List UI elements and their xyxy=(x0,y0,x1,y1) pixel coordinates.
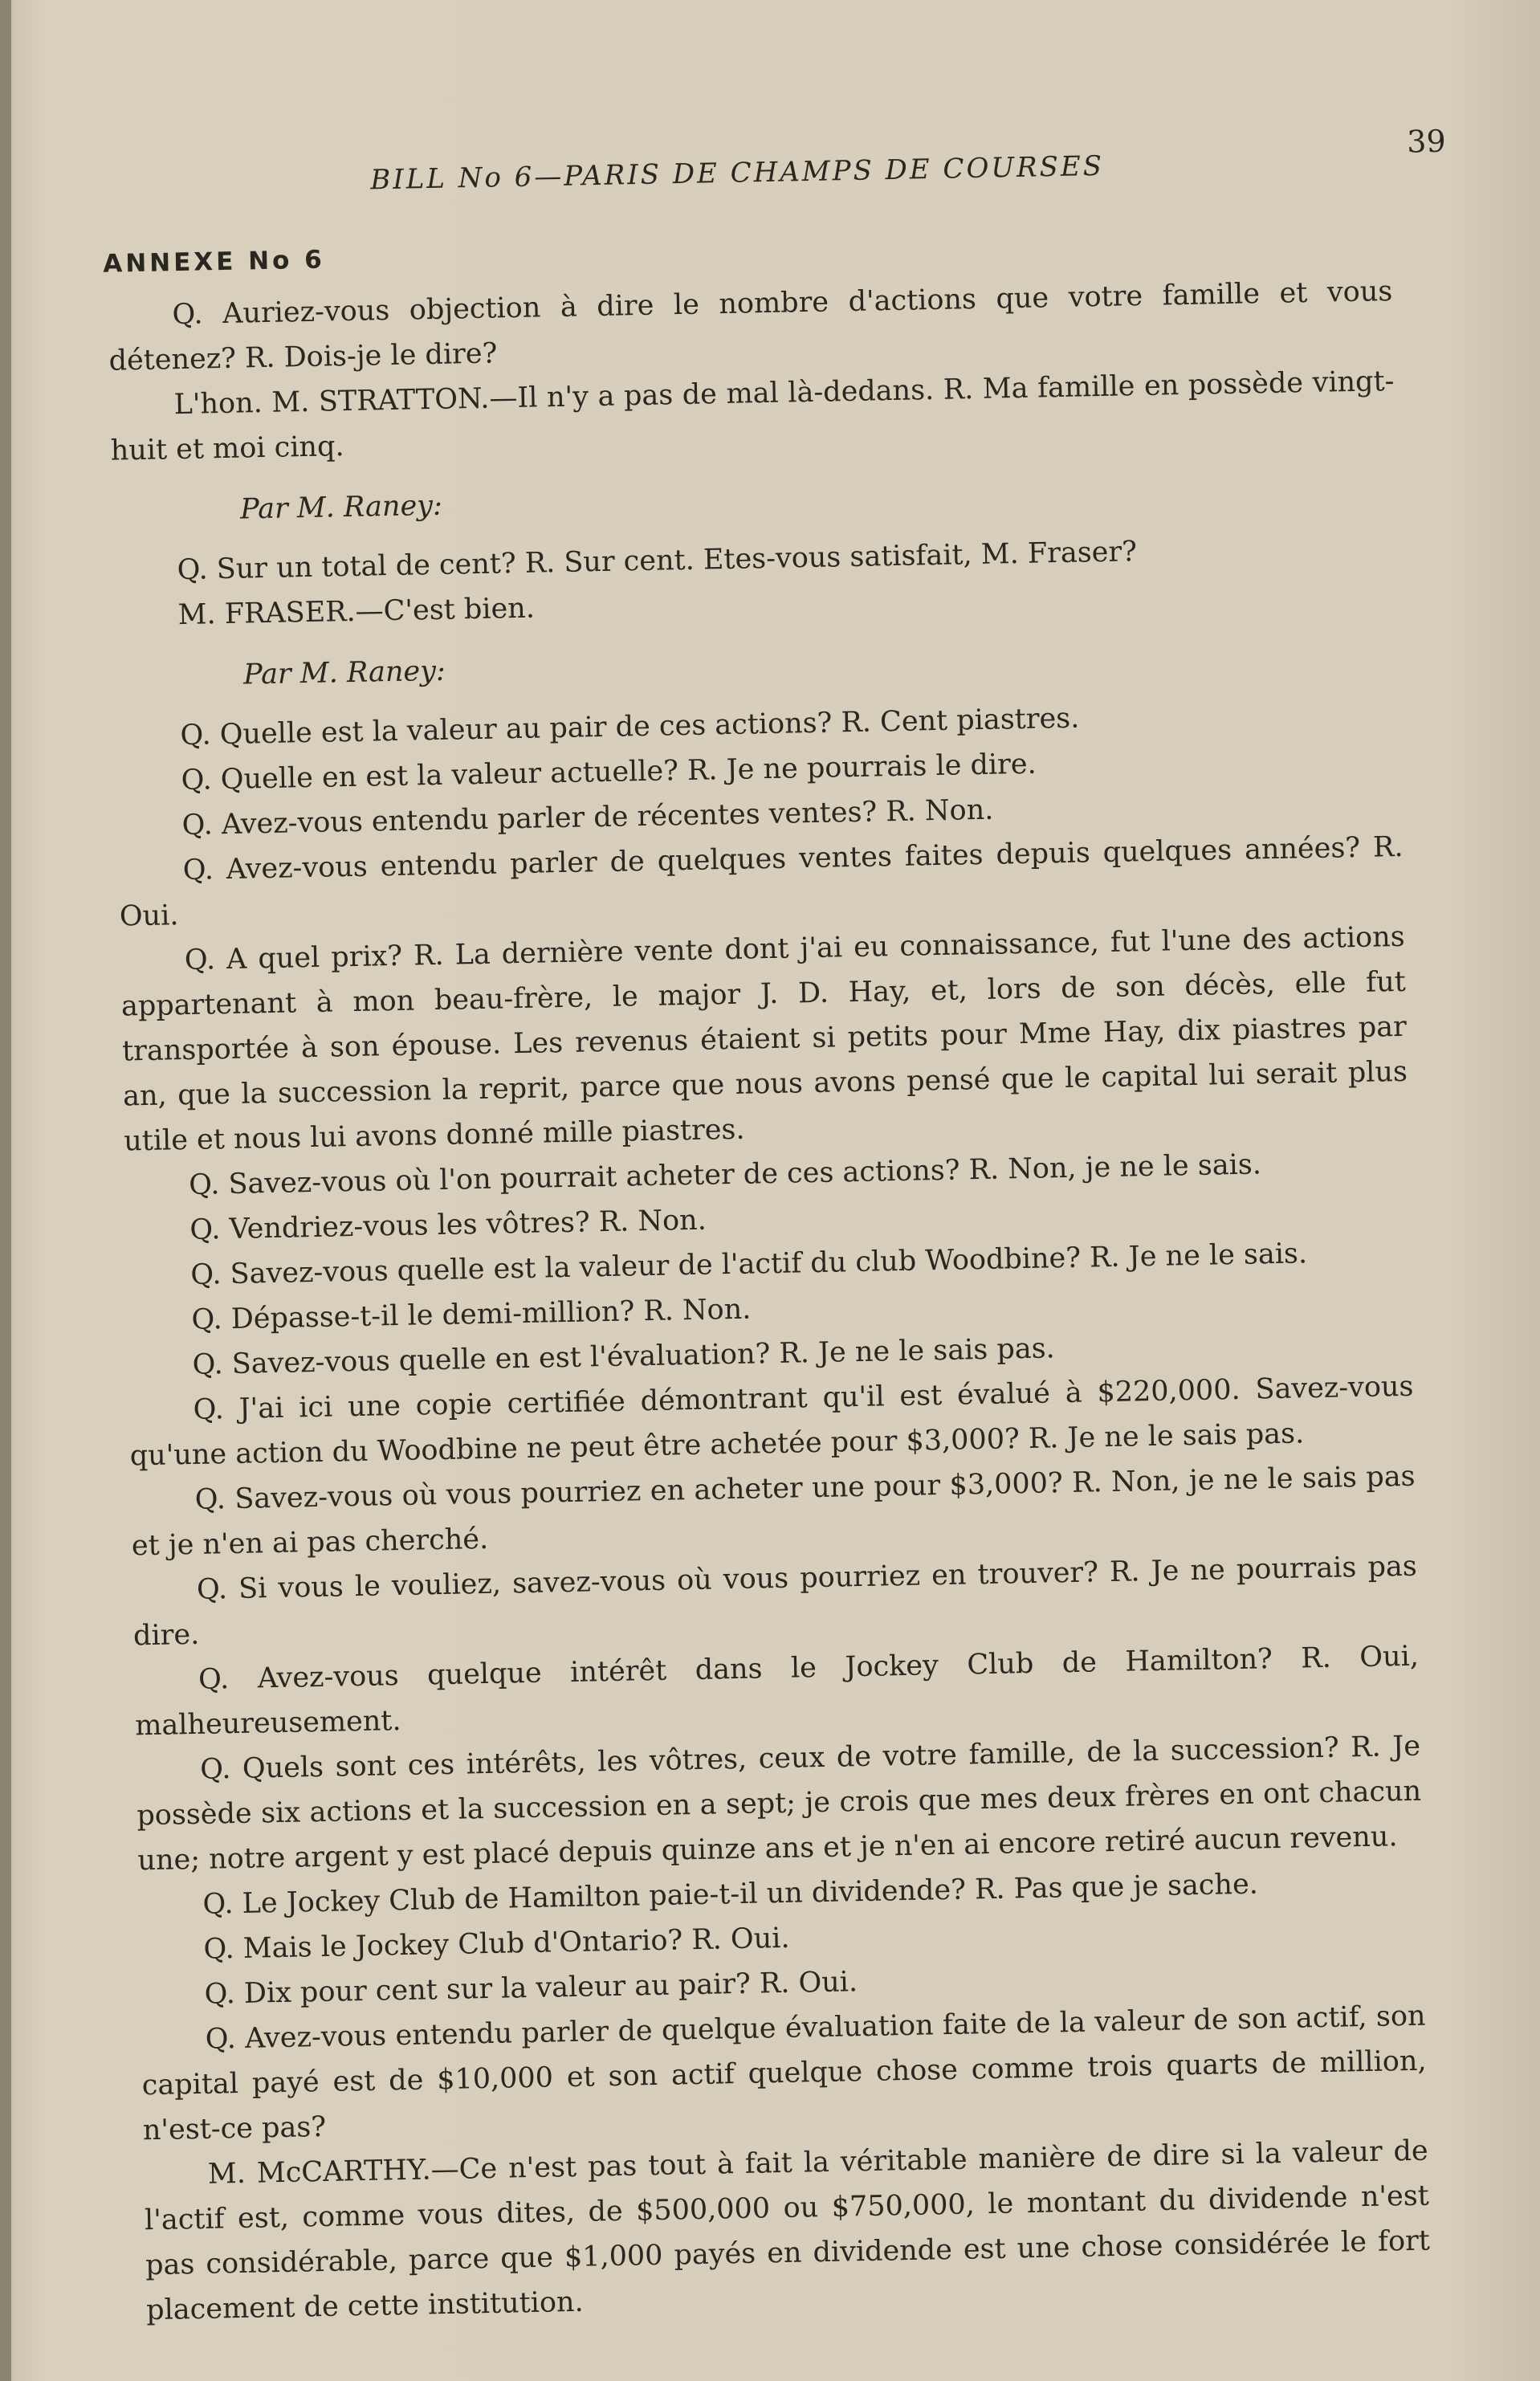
paragraph: Q. Savez-vous où l'on pourrait acheter de ces actions? R. Non, je ne le sais. xyxy=(188,1148,1262,1201)
paragraph: Q. A quel prix? R. La dernière vente dont j'ai eu connaissance, fut l'une des actions appartenant à mon beau-frère, le major J. D. Hay, et, lors de son décès, elle fut transportée à son épouse. Les revenus étaient si petits pour Mme Hay, dix piastres par an, que la succession la reprit, parce que nous avons pensé que le capital lui serait plus utile et nous lui avons donné mille piastres. xyxy=(120,920,1408,1158)
paragraph: M. McCARTHY.—Ce n'est pas tout à fait la véritable manière de dire si la valeur de l'actif est, comme vous dites, de $500,000 ou $750,000, le montant du dividende n'est pas considérable, parce que $1,000 payés en dividende est une chose considérée le fort placement de cette institution. xyxy=(144,2134,1431,2327)
paragraph: Q. Le Jockey Club de Hamilton paie-t-il un dividende? R. Pas que je sache. xyxy=(202,1868,1259,1921)
paragraph: Q. Avez-vous quelque intérêt dans le Jockey Club de Hamilton? R. Oui, malheureusement. xyxy=(134,1640,1420,1743)
paragraph: Q. Quels sont ces intérêts, les vôtres, ceux de votre famille, de la succession? R. Je possède six actions et la succession en a sept; je crois que mes deux frères en ont chacun une; notre argent y est placé depuis quinze ans et je n'en ai encore retiré aucun revenu. xyxy=(136,1730,1422,1877)
paragraph: Q. Auriez-vous objection à dire le nombre d'actions que votre famille et vous détenez? R. Dois-je le dire? xyxy=(108,275,1393,377)
paragraph: Q. Dix pour cent sur la valeur au pair? R. Oui. xyxy=(204,1966,858,2011)
speaker-heading: Par M. Raney: xyxy=(242,654,446,691)
paragraph: Q. Avez-vous entendu parler de récentes ventes? R. Non. xyxy=(181,793,994,842)
running-head: BILL No 6—PARIS DE CHAMPS DE COURSES xyxy=(369,149,1105,197)
paragraph: Q. Savez-vous où vous pourriez en acheter une pour $3,000? R. Non, je ne le sais pas et je n'en ai pas cherché. xyxy=(131,1460,1416,1563)
page-content xyxy=(102,108,1455,2327)
paragraph: Q. Sur un total de cent? R. Sur cent. Etes-vous satisfait, M. Fraser? xyxy=(177,536,1138,587)
paragraph: M. FRASER.—C'est bien. xyxy=(177,592,536,632)
paragraph: Q. J'ai ici une copie certifiée démontrant qu'il est évalué à $220,000. Savez-vous qu'une action du Woodbine ne peut être achetée pour $3,000? R. Je ne le sais pas. xyxy=(129,1370,1414,1473)
paragraph: Q. Avez-vous entendu parler de quelque évaluation faite de la valeur de son actif, son capital payé est de $10,000 et son actif quelque chose comme trois quarts de million, n'est-ce pas? xyxy=(141,2000,1427,2147)
transcript-body xyxy=(108,269,1431,2333)
paragraph: L'hon. M. STRATTON.—Il n'y a pas de mal là-dedans. R. Ma famille en possède vingt-huit et moi cinq. xyxy=(110,365,1395,467)
paragraph: Q. Si vous le vouliez, savez-vous où vous pourriez en trouver? R. Je ne pourrais pas dire. xyxy=(132,1550,1418,1653)
paragraph: Q. Quelle est la valeur au pair de ces actions? R. Cent piastres. xyxy=(180,702,1080,752)
paragraph: Q. Savez-vous quelle en est l'évaluation? R. Je ne le sais pas. xyxy=(192,1332,1056,1381)
speaker-heading: Par M. Raney: xyxy=(239,489,443,526)
paragraph: Q. Dépasse-t-il le demi-million? R. Non. xyxy=(191,1293,752,1336)
paragraph: Q. Mais le Jockey Club d'Ontario? R. Oui. xyxy=(203,1922,790,1966)
paragraph: Q. Vendriez-vous les vôtres? R. Non. xyxy=(189,1204,707,1246)
annex-label: ANNEXE No 6 xyxy=(102,245,326,279)
paragraph: Q. Avez-vous entendu parler de quelques ventes faites depuis quelques années? R. Oui. xyxy=(119,830,1404,933)
page-spine-edge xyxy=(0,0,11,2381)
paragraph: Q. Savez-vous quelle est la valeur de l'actif du club Woodbine? R. Je ne le sais. xyxy=(190,1237,1308,1291)
page-number: 39 xyxy=(1406,123,1447,160)
paragraph: Q. Quelle en est la valeur actuelle? R. Je ne pourrais le dire. xyxy=(181,748,1037,797)
